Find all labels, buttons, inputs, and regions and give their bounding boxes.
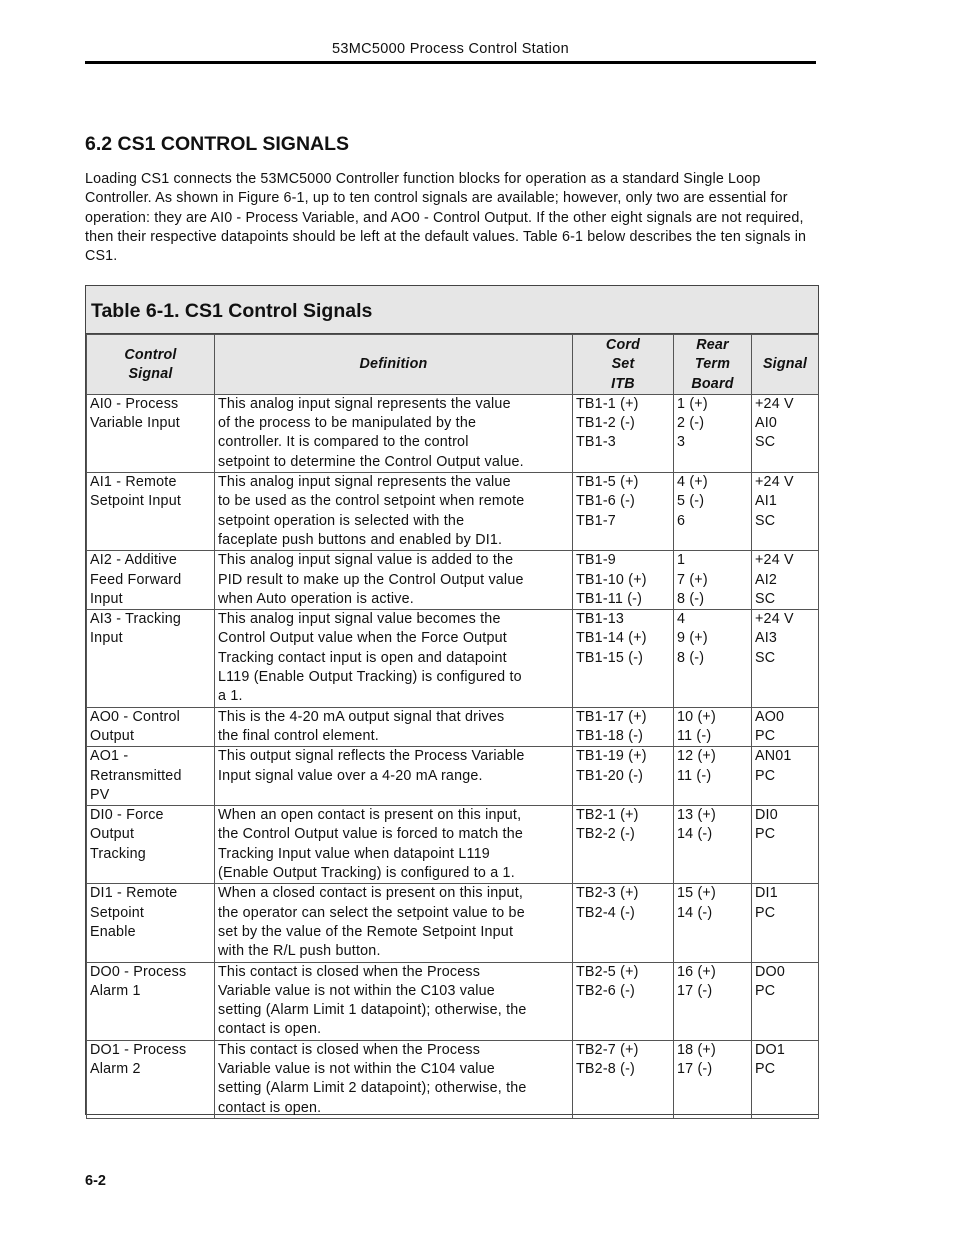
table-row xyxy=(87,551,819,610)
cell-definition: This analog input signal represents the value to be used as the control setpoint when remote setpoint operation is selected with the faceplate push buttons and enabled by DI1. xyxy=(215,473,573,551)
page-number: 6-2 xyxy=(85,1173,106,1189)
cell-signal: AN01 PC xyxy=(752,747,819,806)
cell-control-signal: AO0 - Control Output xyxy=(87,707,215,747)
cell-rear-term-board: 10 (+) 11 (-) xyxy=(674,707,752,747)
cell-control-signal: DO1 - Process Alarm 2 xyxy=(87,1040,215,1118)
cell-cord-set-itb: TB2-7 (+) TB2-8 (-) xyxy=(573,1040,674,1118)
table-row xyxy=(87,962,819,1040)
cell-rear-term-board: 18 (+) 17 (-) xyxy=(674,1040,752,1118)
signals-table-frame xyxy=(85,285,819,1115)
cell-control-signal: AI2 - Additive Feed Forward Input xyxy=(87,551,215,610)
cell-signal: DO1 PC xyxy=(752,1040,819,1118)
cell-definition: When a closed contact is present on this input, the operator can select the setpoint value to be set by the value of the Remote Setpoint Input with the R/L push button. xyxy=(215,884,573,962)
intro-paragraph: Loading CS1 connects the 53MC5000 Controller function blocks for operation as a standard Single Loop Controller. As shown in Figure 6-1, up to ten control signals are available; however, only two are essential for operation: they are AI0 - Process Variable, and AO0 - Control Output. If the other eight signals are not required, then their respective datapoints should be left at the default values. Table 6-1 below describes the ten signals in CS1. xyxy=(85,171,807,265)
cell-cord-set-itb: TB1-9 TB1-10 (+) TB1-11 (-) xyxy=(573,551,674,610)
cell-cord-set-itb: TB2-1 (+) TB2-2 (-) xyxy=(573,806,674,884)
table-row xyxy=(87,884,819,962)
cell-rear-term-board: 16 (+) 17 (-) xyxy=(674,962,752,1040)
cell-signal: +24 V AI0 SC xyxy=(752,394,819,472)
cell-signal: +24 V AI1 SC xyxy=(752,473,819,551)
cell-definition: This analog input signal represents the value of the process to be manipulated by the controller. It is compared to the control setpoint to determine the Control Output value. xyxy=(215,394,573,472)
table-row xyxy=(87,707,819,747)
cell-signal: AO0 PC xyxy=(752,707,819,747)
cell-rear-term-board: 1 (+) 2 (-) 3 xyxy=(674,394,752,472)
cell-rear-term-board: 4 9 (+) 8 (-) xyxy=(674,610,752,707)
cell-control-signal: DI1 - Remote Setpoint Enable xyxy=(87,884,215,962)
col-header-rear-term-board: Rear Term Board xyxy=(674,335,752,395)
cell-definition: This analog input signal value becomes the Control Output value when the Force Output Tracking contact input is open and datapoint L119 (Enable Output Tracking) is configured to a 1. xyxy=(215,610,573,707)
cell-rear-term-board: 13 (+) 14 (-) xyxy=(674,806,752,884)
cell-definition: This contact is closed when the Process Variable value is not within the C103 value setting (Alarm Limit 1 datapoint); otherwise, the contact is open. xyxy=(215,962,573,1040)
cell-cord-set-itb: TB1-13 TB1-14 (+) TB1-15 (-) xyxy=(573,610,674,707)
table-row xyxy=(87,473,819,551)
cell-control-signal: AI0 - Process Variable Input xyxy=(87,394,215,472)
header-rule xyxy=(85,61,816,64)
table-row xyxy=(87,610,819,707)
col-header-cord-set-itb: Cord Set ITB xyxy=(573,335,674,395)
cell-definition: This contact is closed when the Process Variable value is not within the C104 value setting (Alarm Limit 2 datapoint); otherwise, the contact is open. xyxy=(215,1040,573,1118)
cell-signal: +24 V AI3 SC xyxy=(752,610,819,707)
cell-cord-set-itb: TB1-19 (+) TB1-20 (-) xyxy=(573,747,674,806)
table-row xyxy=(87,1040,819,1118)
cell-control-signal: AI1 - Remote Setpoint Input xyxy=(87,473,215,551)
table-row xyxy=(87,747,819,806)
table-header-row xyxy=(87,335,819,395)
cell-rear-term-board: 12 (+) 11 (-) xyxy=(674,747,752,806)
cell-control-signal: AO1 - Retransmitted PV xyxy=(87,747,215,806)
col-header-definition: Definition xyxy=(215,335,573,395)
cell-cord-set-itb: TB2-5 (+) TB2-6 (-) xyxy=(573,962,674,1040)
cell-definition: This is the 4-20 mA output signal that drives the final control element. xyxy=(215,707,573,747)
cell-control-signal: AI3 - Tracking Input xyxy=(87,610,215,707)
cell-cord-set-itb: TB2-3 (+) TB2-4 (-) xyxy=(573,884,674,962)
col-header-control-signal: Control Signal xyxy=(87,335,215,395)
cell-rear-term-board: 15 (+) 14 (-) xyxy=(674,884,752,962)
table-caption: Table 6-1. CS1 Control Signals xyxy=(86,286,818,334)
cell-signal: DI1 PC xyxy=(752,884,819,962)
cell-cord-set-itb: TB1-5 (+) TB1-6 (-) TB1-7 xyxy=(573,473,674,551)
cell-definition: When an open contact is present on this input, the Control Output value is forced to match the Tracking Input value when datapoint L119 (Enable Output Tracking) is configured to a 1. xyxy=(215,806,573,884)
running-header: 53MC5000 Process Control Station xyxy=(332,41,569,57)
cell-rear-term-board: 1 7 (+) 8 (-) xyxy=(674,551,752,610)
signals-table xyxy=(86,334,819,1119)
cell-signal: +24 V AI2 SC xyxy=(752,551,819,610)
table-row xyxy=(87,394,819,472)
cell-definition: This output signal reflects the Process Variable Input signal value over a 4-20 mA range. xyxy=(215,747,573,806)
cell-rear-term-board: 4 (+) 5 (-) 6 xyxy=(674,473,752,551)
cell-signal: DI0 PC xyxy=(752,806,819,884)
cell-definition: This analog input signal value is added to the PID result to make up the Control Output value when Auto operation is active. xyxy=(215,551,573,610)
cell-control-signal: DI0 - Force Output Tracking xyxy=(87,806,215,884)
cell-cord-set-itb: TB1-17 (+) TB1-18 (-) xyxy=(573,707,674,747)
cell-cord-set-itb: TB1-1 (+) TB1-2 (-) TB1-3 xyxy=(573,394,674,472)
section-heading: 6.2 CS1 CONTROL SIGNALS xyxy=(85,133,350,155)
cell-signal: DO0 PC xyxy=(752,962,819,1040)
col-header-signal: Signal xyxy=(752,335,819,395)
table-row xyxy=(87,806,819,884)
cell-control-signal: DO0 - Process Alarm 1 xyxy=(87,962,215,1040)
